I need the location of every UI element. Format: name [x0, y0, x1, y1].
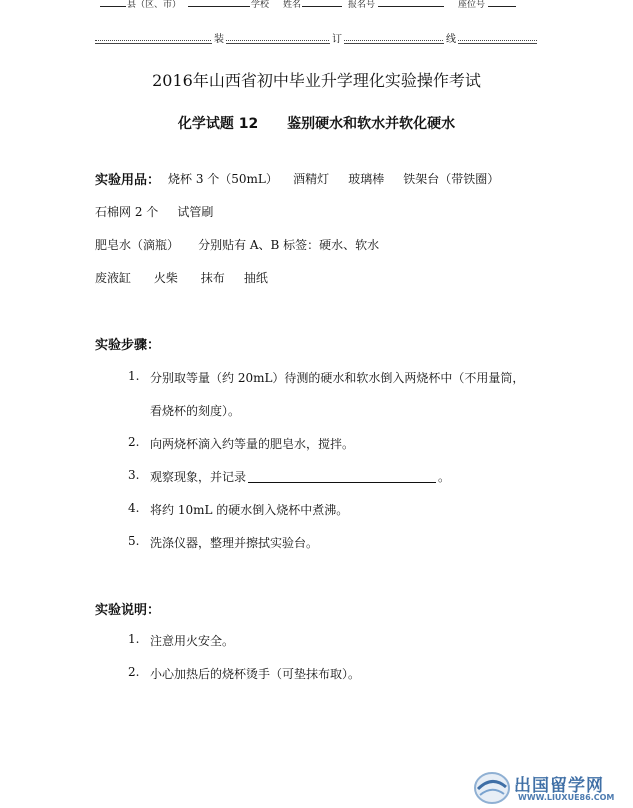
materials-line-3: 肥皂水（滴瓶） 分别贴有 A、B 标签：硬水、软水 — [95, 238, 380, 252]
note-1-number: 1. — [128, 632, 140, 646]
record-blank[interactable] — [248, 470, 436, 483]
notes-heading: 实验说明： — [95, 603, 161, 618]
step-1-text: 分别取等量（约 20mL）待测的硬水和软水倒入两烧杯中（不用量筒， — [150, 371, 525, 385]
name-label: 姓名 — [283, 0, 302, 10]
note-2-number: 2. — [128, 665, 140, 679]
name-blank[interactable] — [302, 6, 342, 7]
materials-line-1: 烧杯 3 个（50mL） 酒精灯 玻璃棒 铁架台（带铁圈） — [168, 172, 500, 186]
step-1-continued: 看烧杯的刻度）。 — [150, 404, 241, 418]
county-blank[interactable] — [100, 6, 126, 7]
watermark-text: 出国留学网 — [514, 776, 604, 796]
binding-dotted-line — [95, 40, 537, 41]
step-3-number: 3. — [128, 468, 140, 482]
subtitle-label: 化学试题 12 — [177, 116, 259, 132]
step-3-line — [150, 468, 450, 485]
binding-mark-2: 订 — [330, 30, 344, 45]
materials-line-2: 石棉网 2 个 试管刷 — [95, 205, 214, 219]
county-label: 县（区、市） — [127, 0, 182, 10]
school-blank[interactable] — [188, 6, 250, 7]
step-4-number: 4. — [128, 501, 140, 515]
seat-no-blank[interactable] — [488, 6, 516, 7]
subtitle-topic: 鉴别硬水和软水并软化硬水 — [287, 116, 456, 132]
binding-mark-3: 线 — [444, 30, 458, 45]
binding-solid-line — [95, 43, 537, 44]
materials-heading: 实验用品： — [95, 173, 161, 188]
subtitle — [0, 113, 633, 133]
note-1-text: 注意用火安全。 — [150, 634, 235, 648]
school-label: 学校 — [251, 0, 270, 10]
watermark-url: WWW.LIUXUE86.COM — [518, 793, 615, 802]
step-3-text: 观察现象，并记录 — [150, 470, 247, 484]
exam-no-blank[interactable] — [378, 6, 444, 7]
binding-mark-1: 装 — [212, 30, 226, 45]
materials-line-4: 废液缸 火柴 抹布 抽纸 — [95, 271, 268, 285]
step-2-text: 向两烧杯滴入约等量的肥皂水，搅拌。 — [150, 437, 355, 451]
seat-no-label: 座位号 — [458, 0, 486, 10]
step-5-text: 洗涤仪器，整理并擦拭实验台。 — [150, 536, 319, 550]
steps-heading: 实验步骤： — [95, 338, 161, 353]
note-2-text: 小心加热后的烧杯烫手（可垫抹布取）。 — [150, 667, 361, 681]
exam-no-label: 报名号 — [348, 0, 376, 10]
step-4-text: 将约 10mL 的硬水倒入烧杯中煮沸。 — [150, 503, 349, 517]
page-title: 2016年山西省初中毕业升学理化实验操作考试 — [152, 71, 481, 90]
step-2-number: 2. — [128, 435, 140, 449]
step-1-number: 1. — [128, 369, 140, 383]
step-5-number: 5. — [128, 534, 140, 548]
step-3-end: 。 — [438, 470, 451, 484]
